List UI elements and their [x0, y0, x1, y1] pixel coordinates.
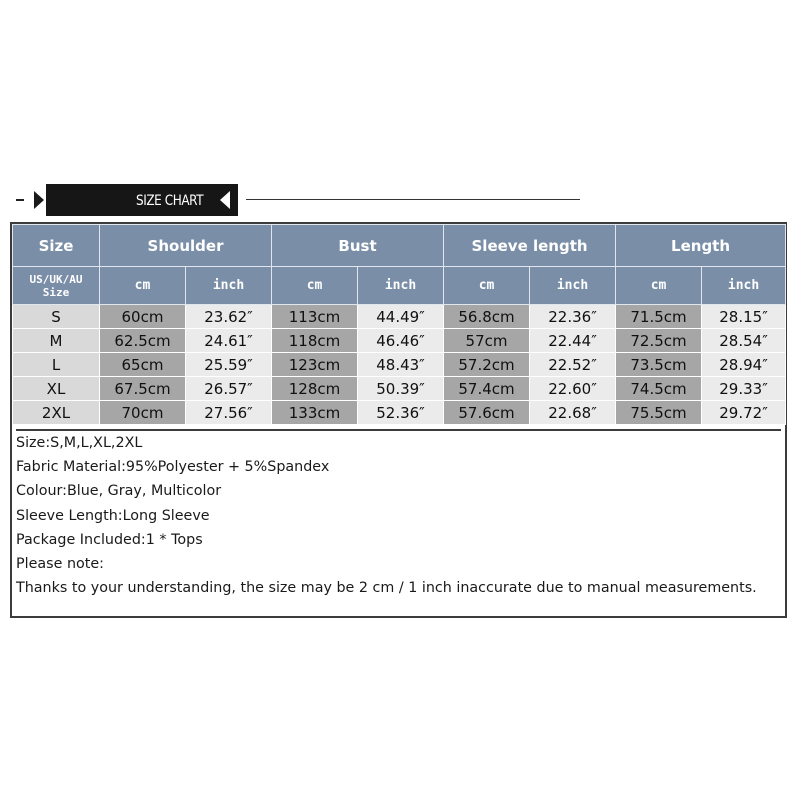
inch-cell: 23.62″ — [186, 305, 272, 329]
inch-cell: 28.94″ — [702, 353, 786, 377]
group-header-row — [13, 225, 786, 267]
size-cell: M — [13, 329, 100, 353]
inch-cell: 52.36″ — [358, 401, 444, 425]
size-chart-banner — [14, 182, 584, 218]
note-package: Package Included:1 * Tops — [16, 531, 203, 548]
cm-cell: 62.5cm — [100, 329, 186, 353]
inch-cell: 22.44″ — [530, 329, 616, 353]
inch-cell: 27.56″ — [186, 401, 272, 425]
cm-cell: 118cm — [272, 329, 358, 353]
cm-cell: 57.6cm — [444, 401, 530, 425]
note-disclaimer: Thanks to your understanding, the size may be 2 cm / 1 inch inaccurate due to manual measurements. — [16, 580, 757, 597]
cm-cell: 67.5cm — [100, 377, 186, 401]
inch-cell: 25.59″ — [186, 353, 272, 377]
cm-cell: 65cm — [100, 353, 186, 377]
inch-cell: 22.36″ — [530, 305, 616, 329]
size-cell: XL — [13, 377, 100, 401]
note-colour: Colour:Blue, Gray, Multicolor — [16, 483, 222, 500]
inch-cell: 46.46″ — [358, 329, 444, 353]
size-cell: S — [13, 305, 100, 329]
cm-cell: 57.4cm — [444, 377, 530, 401]
banner-title: SIZE CHART — [136, 193, 204, 209]
inch-cell: 28.15″ — [702, 305, 786, 329]
inch-cell: 26.57″ — [186, 377, 272, 401]
unit-header: cm — [444, 267, 530, 305]
cm-cell: 71.5cm — [616, 305, 702, 329]
unit-header: cm — [272, 267, 358, 305]
cm-cell: 60cm — [100, 305, 186, 329]
table-row — [13, 377, 786, 401]
table-row — [13, 305, 786, 329]
banner-right-notch — [220, 191, 230, 209]
cm-cell: 123cm — [272, 353, 358, 377]
cm-cell: 57cm — [444, 329, 530, 353]
inch-cell: 50.39″ — [358, 377, 444, 401]
unit-header-size: US/UK/AU Size — [13, 267, 100, 305]
inch-cell: 44.49″ — [358, 305, 444, 329]
cm-cell: 74.5cm — [616, 377, 702, 401]
inch-cell: 48.43″ — [358, 353, 444, 377]
cm-cell: 56.8cm — [444, 305, 530, 329]
banner-rule — [246, 199, 580, 200]
size-cell: 2XL — [13, 401, 100, 425]
product-notes — [16, 429, 781, 600]
unit-header: inch — [702, 267, 786, 305]
header-length: Length — [616, 225, 786, 267]
cm-cell: 113cm — [272, 305, 358, 329]
banner-left-cap — [34, 191, 44, 209]
size-table — [12, 224, 786, 425]
note-sleeve: Sleeve Length:Long Sleeve — [16, 507, 210, 524]
header-size: Size — [13, 225, 100, 267]
note-size: Size:S,M,L,XL,2XL — [16, 435, 143, 451]
inch-cell: 28.54″ — [702, 329, 786, 353]
unit-header: cm — [100, 267, 186, 305]
header-shoulder: Shoulder — [100, 225, 272, 267]
cm-cell: 70cm — [100, 401, 186, 425]
note-please-note: Please note: — [16, 555, 104, 572]
unit-header-row — [13, 267, 786, 305]
unit-header: cm — [616, 267, 702, 305]
unit-header: inch — [186, 267, 272, 305]
cm-cell: 75.5cm — [616, 401, 702, 425]
note-fabric: Fabric Material:95%Polyester + 5%Spandex — [16, 459, 330, 476]
table-row — [13, 329, 786, 353]
inch-cell: 22.60″ — [530, 377, 616, 401]
header-bust: Bust — [272, 225, 444, 267]
banner-dash — [16, 199, 24, 201]
banner-bar — [46, 184, 238, 216]
size-chart — [10, 222, 787, 618]
inch-cell: 22.52″ — [530, 353, 616, 377]
table-row — [13, 353, 786, 377]
inch-cell: 24.61″ — [186, 329, 272, 353]
inch-cell: 29.33″ — [702, 377, 786, 401]
table-row — [13, 401, 786, 425]
cm-cell: 57.2cm — [444, 353, 530, 377]
inch-cell: 29.72″ — [702, 401, 786, 425]
cm-cell: 73.5cm — [616, 353, 702, 377]
unit-header: inch — [358, 267, 444, 305]
cm-cell: 72.5cm — [616, 329, 702, 353]
cm-cell: 133cm — [272, 401, 358, 425]
inch-cell: 22.68″ — [530, 401, 616, 425]
cm-cell: 128cm — [272, 377, 358, 401]
header-sleeve-length: Sleeve length — [444, 225, 616, 267]
size-cell: L — [13, 353, 100, 377]
unit-header: inch — [530, 267, 616, 305]
